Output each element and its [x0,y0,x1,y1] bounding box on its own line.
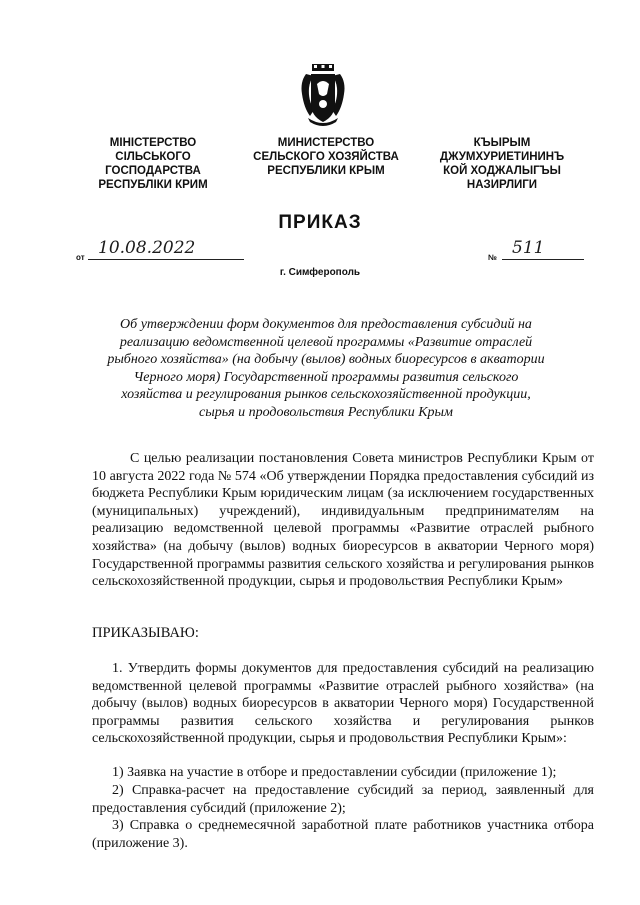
header-right-line: КЪЫРЫМ [473,137,531,149]
header-right-line: ДЖУМХУРИЕТИНИНЪ [439,151,565,163]
header-left-line: МІНІСТЕРСТВО [109,137,197,149]
ministry-name-crimean-tatar [428,136,576,192]
preamble-paragraph: С целью реализации постановления Совета министров Республики Крым от 10 августа 2022 года № 574 «Об утверждении Порядка предоставления субсидий из бюджета Республики Крым юридическим лицам (за исключением государственных (муниципальных) учреждений), индивидуальным предпринимателям на реализацию ведомственной целевой программы «Развитие отраслей рыбного хозяйства» (на добычу (вылов) водных биоресурсов в акватории Черного моря) Государственной программы развития сельского хозяйства и регулирования рынков сельскохозяйственной продукции, сырья и продовольствия Республики Крым» [92,451,594,590]
ministry-name-ukrainian [88,136,218,192]
sub-item-3: 3) Справка о среднемесячной заработной плате работников участника отбора (приложение 3). [92,818,594,851]
date-value: 10.08.2022 [88,238,244,260]
sub-item-1: 1) Заявка на участие в отборе и предоставлении субсидии (приложение 1); [112,765,557,780]
header-center-line: РЕСПУБЛИКИ КРЫМ [267,165,385,177]
order-subject: Об утверждении форм документов для предоставления субсидий на реализацию ведомственной целевой программы «Развитие отраслей рыбного хозяйства» (на добычу (вылов) водных биоресурсов в акватории Черного моря) Государственной программы развития сельского хозяйства и регулирования рынков сельскохозяйственной продукции, сырья и продовольствия Республики Крым [107,317,545,420]
number-label: № [488,253,497,262]
header-left-line: РЕСПУБЛІКИ КРИМ [98,179,208,191]
date-label: от [76,253,85,262]
order-item-1: 1. Утвердить формы документов для предоставления субсидий на реализацию ведомственной целевой программы «Развитие отраслей рыбного хозяйства» (на добычу (вылов) водных биоресурсов в акватории Черного моря) Государственной программы развития сельского хозяйства и регулирования рынков сельскохозяйственной продукции, сырья и продовольствия Республики Крым»: [92,661,594,747]
order-directive-word: ПРИКАЗЫВАЮ: [92,625,199,641]
header-center-line: МИНИСТЕРСТВО [277,137,375,149]
document-title: ПРИКАЗ [278,212,362,233]
header-center-line: СЕЛЬСКОГО ХОЗЯЙСТВА [253,151,399,163]
ministry-name-russian [238,136,414,178]
coat-of-arms-emblem [300,64,346,128]
header-right-line: КОЙ ХОДЖАЛЫГЪЫ [443,165,561,177]
header-left-line: СІЛЬСЬКОГО [115,151,191,163]
city-line: г. Симферополь [279,267,361,278]
sub-item-2: 2) Справка-расчет на предоставление субсидий за период, заявленный для предоставления субсидий (приложение 2); [92,783,594,816]
header-right-line: НАЗИРЛИГИ [466,179,538,191]
header-left-line: ГОСПОДАРСТВА [105,165,201,177]
order-number-value: 511 [502,238,584,260]
